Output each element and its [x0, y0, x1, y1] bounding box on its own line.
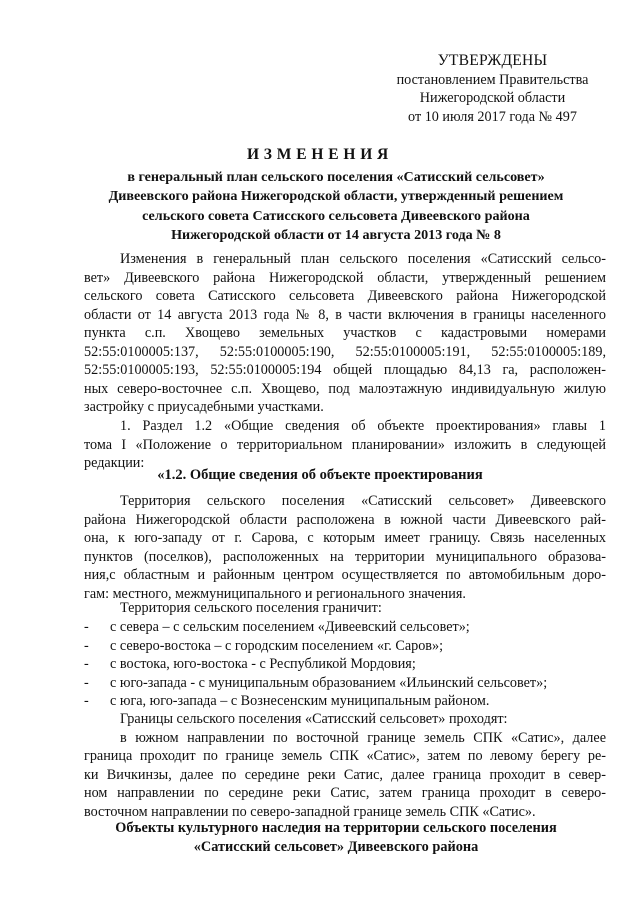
list-item — [84, 618, 606, 637]
approval-heading: УТВЕРЖДЕНЫ — [437, 52, 548, 69]
paragraph-line: ния,с областным и районным центром осуществляется по автомобильным доро- — [84, 567, 606, 584]
dash-marker: - — [84, 619, 89, 635]
approval-region: Нижегородской области — [419, 90, 566, 107]
paragraph-line: гам: местного, межмуниципального и регионального значения. — [84, 585, 466, 602]
heading-line: Объекты культурного наследия на территории сельского поселения — [115, 820, 557, 836]
approval-block — [370, 52, 615, 126]
paragraph-line: застройку с приусадебными участками. — [84, 399, 324, 416]
paragraph-line: восточном направлении по северо-западной границе земель СПК «Сатис». — [84, 803, 536, 820]
approval-authority: постановлением Правительства — [396, 71, 589, 88]
paragraph-line: пунктов (поселков), расположенных на территории муниципального образова- — [84, 548, 606, 565]
list-item — [84, 692, 606, 711]
paragraph-line: вет» Дивеевского района Нижегородской области, утвержденный решением — [84, 269, 606, 286]
paragraph-line: тома I «Положение о территориальном планировании» изложить в следующей — [84, 436, 606, 453]
cultural-heritage-heading — [66, 819, 606, 857]
paragraph-line: в южном направлении по восточной границе земель СПК «Сатис», далее — [120, 729, 606, 746]
paragraph-line: пункта с.п. Хвощево земельных участков с кадастровыми номерами — [84, 325, 606, 342]
paragraph-line: 52:55:0100005:193, 52:55:0100005:194 общей площадью 84,13 га, расположен- — [84, 362, 606, 379]
list-item-text: с востока, юго-востока - с Республикой Мордовия; — [110, 656, 416, 673]
borders-intro-text: Территория сельского поселения граничит: — [120, 600, 382, 616]
paragraph-line: 52:55:0100005:137, 52:55:0100005:190, 52:55:0100005:191, 52:55:0100005:189, — [84, 343, 606, 360]
heading-line: «Сатисский сельсовет» Дивеевского района — [193, 839, 479, 855]
list-item-text: с северо-востока – с городским поселением «г. Саров»; — [110, 637, 444, 654]
list-item-text: с севера – с сельским поселением «Дивеевский сельсовет»; — [110, 619, 470, 635]
dash-marker: - — [84, 693, 89, 710]
dash-marker: - — [84, 674, 89, 691]
list-item — [84, 655, 606, 674]
subtitle-line: в генеральный план сельского поселения «Сатисский сельсовет» — [127, 169, 545, 185]
approval-date: от 10 июля 2017 года № 497 — [408, 108, 577, 125]
list-item-text: с юго-запада - с муниципальным образованием «Ильинский сельсовет»; — [110, 674, 548, 691]
intro-paragraph — [84, 250, 606, 417]
list-item — [84, 674, 606, 693]
paragraph-line: Изменения в генеральный план сельского поселения «Сатисский сельсо- — [120, 251, 606, 267]
paragraph-line: граница проходит по границе земель СПК «Сатис», затем по левому берегу ре- — [84, 748, 606, 765]
document-subtitle — [66, 168, 606, 245]
list-item-text: с юга, юго-запада – с Вознесенским муниципальным районом. — [110, 693, 490, 710]
paragraph-line: ном направлении по середине реки Сатис, затем граница проходит в северо- — [84, 785, 606, 802]
section-heading: «1.2. Общие сведения об объекте проектирования — [157, 467, 483, 483]
paragraph-line: редакции: — [84, 455, 145, 472]
boundary-paragraph — [84, 710, 606, 821]
paragraph-line: ки Вичкинзы, далее по середине реки Сатис, далее граница проходит в север- — [84, 766, 606, 783]
borders-list — [84, 618, 606, 711]
territory-paragraph — [84, 492, 606, 603]
list-item — [84, 637, 606, 656]
paragraph-line: Территория сельского поселения «Сатисский сельсовет» Дивеевского — [120, 493, 606, 509]
paragraph-line: 1. Раздел 1.2 «Общие сведения об объекте проектирования» главы 1 — [120, 418, 606, 434]
document-title: ИЗМЕНЕНИЯ — [246, 146, 394, 163]
subtitle-line: Нижегородской области от 14 августа 2013 года № 8 — [171, 226, 501, 243]
subtitle-line: Дивеевского района Нижегородской области, утвержденный решением — [108, 188, 564, 205]
item-1-paragraph — [84, 417, 606, 473]
paragraph-line: Границы сельского поселения «Сатисский сельсовет» проходят: — [120, 711, 508, 727]
dash-marker: - — [84, 656, 89, 673]
paragraph-line: области от 14 августа 2013 года № 8, в части включения в границы населенного — [84, 306, 606, 323]
paragraph-line: она, к юго-западу от г. Сарова, с которым имеет границу. Связь населенных — [84, 530, 606, 547]
borders-intro — [84, 599, 606, 618]
subtitle-line: сельского совета Сатисского сельсовета Дивеевского района — [142, 207, 530, 224]
dash-marker: - — [84, 637, 89, 654]
paragraph-line: ных северо-восточнее с.п. Хвощево, под малоэтажную индивидуальную жилую — [84, 380, 606, 397]
paragraph-line: сельского совета Сатисского сельсовета Дивеевского района Нижегородской — [84, 288, 606, 305]
paragraph-line: района Нижегородской области расположена в южной части Дивеевского рай- — [84, 511, 606, 528]
